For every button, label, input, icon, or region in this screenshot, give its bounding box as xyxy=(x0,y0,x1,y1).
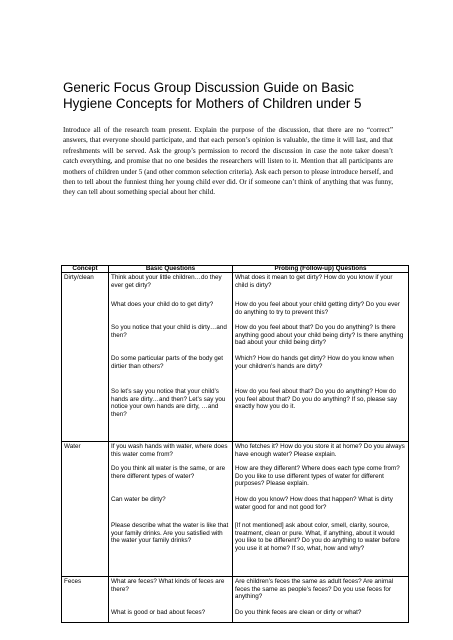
basic-questions-cell xyxy=(109,442,233,577)
basic-questions-cell xyxy=(109,273,233,442)
title-line-2: Hygiene Concepts for Mothers of Children under 5 xyxy=(63,96,362,111)
basic-question: Do some particular parts of the body get dirtier than others? xyxy=(111,355,224,370)
intro-paragraph: Introduce all of the research team present. Explain the purpose of the discussion, that there are no “correct” answers, that everyone should participate, and that each person’s opinion is valuable, the time it will last, and that refreshments will be served. Ask the group’s permission to record the discussion in case the note taker doesn’t catch everything, and promise that no one besides the researchers will listen to it. Mention that all participants are mothers of children under 5 (and other common selection criteria). Ask each person to please introduce herself, and then to tell about the funniest thing her young child ever did. Or if someone can’t think of anything that was funny, they can tell about something special about her child. xyxy=(63,126,393,197)
concept-cell: Water xyxy=(62,442,109,577)
basic-question: Can water be dirty? xyxy=(111,496,166,503)
basic-question: If you wash hands with water, where does this water come from? xyxy=(111,443,228,458)
probing-question: How are they different? Where does each type come from? Do you like to use different types of water for different purposes? Please explain. xyxy=(235,465,400,488)
basic-question: So let’s say you notice that your child’s hands are dirty…and then? Let’s say you notice your own hands are dirty, …and then? xyxy=(111,388,226,418)
basic-question: What are feces? What kinds of feces are there? xyxy=(111,578,225,593)
basic-question: So you notice that your child is dirty…and then? xyxy=(111,324,227,339)
probing-question: How do you feel about your child getting dirty? Do you ever do anything to try to prevent this? xyxy=(235,301,400,316)
basic-question: What is good or bad about feces? xyxy=(111,609,206,616)
probing-question: What does it mean to get dirty? How do you know if your child is dirty? xyxy=(235,274,393,289)
title-line-1: Generic Focus Group Discussion Guide on Basic xyxy=(63,80,355,95)
basic-questions-cell xyxy=(109,577,233,623)
probing-question: How do you feel about that? Do you do anything? Is there anything good about your child being dirty? Is there anything bad about your child being dirty? xyxy=(235,324,404,347)
probing-questions-cell xyxy=(233,273,409,442)
header-basic-questions: Basic Questions xyxy=(109,266,233,273)
table-row xyxy=(62,442,409,577)
probing-question: [If not mentioned] ask about color, smell, clarity, source, treatment, clean or pure. What, if anything, about it would you like to be different? Do you do anything to water before you use it at home? If so, what, how and why? xyxy=(235,522,400,552)
probing-question: How do you feel about that? Do you do anything? How do you feel about that? Do you do anything? If so, please say exactly how you do it. xyxy=(235,388,398,411)
basic-question: Please describe what the water is like that your family drinks. Are you satisfied with the water your family drinks? xyxy=(111,522,229,545)
basic-question: Do you think all water is the same, or are there different types of water? xyxy=(111,465,226,480)
header-concept: Concept xyxy=(62,266,109,273)
probing-question: Are children’s feces the same as adult feces? Are animal feces the same as people’s feces? Do you use feces for anything? xyxy=(235,578,394,601)
probing-questions-cell xyxy=(233,442,409,577)
discussion-guide-table xyxy=(61,265,409,623)
concept-cell: Feces xyxy=(62,577,109,623)
basic-question: What does your child do to get dirty? xyxy=(111,301,214,308)
header-probing-questions: Probing (Follow-up) Questions xyxy=(233,266,409,273)
table-row xyxy=(62,273,409,442)
probing-question: Which? How do hands get dirty? How do you know when your children’s hands are dirty? xyxy=(235,355,394,370)
document-title xyxy=(63,80,403,112)
probing-question: How do you know? How does that happen? What is dirty water good for and not good for? xyxy=(235,496,393,511)
basic-question: Think about your little children…do they ever get dirty? xyxy=(111,274,222,289)
probing-question: Who fetches it? How do you store it at home? Do you always have enough water? Please explain. xyxy=(235,443,405,458)
probing-question: Do you think feces are clean or dirty or what? xyxy=(235,609,362,616)
concept-cell: Dirty/clean xyxy=(62,273,109,442)
table-header-row xyxy=(62,266,409,273)
table-row xyxy=(62,577,409,623)
probing-questions-cell xyxy=(233,577,409,623)
